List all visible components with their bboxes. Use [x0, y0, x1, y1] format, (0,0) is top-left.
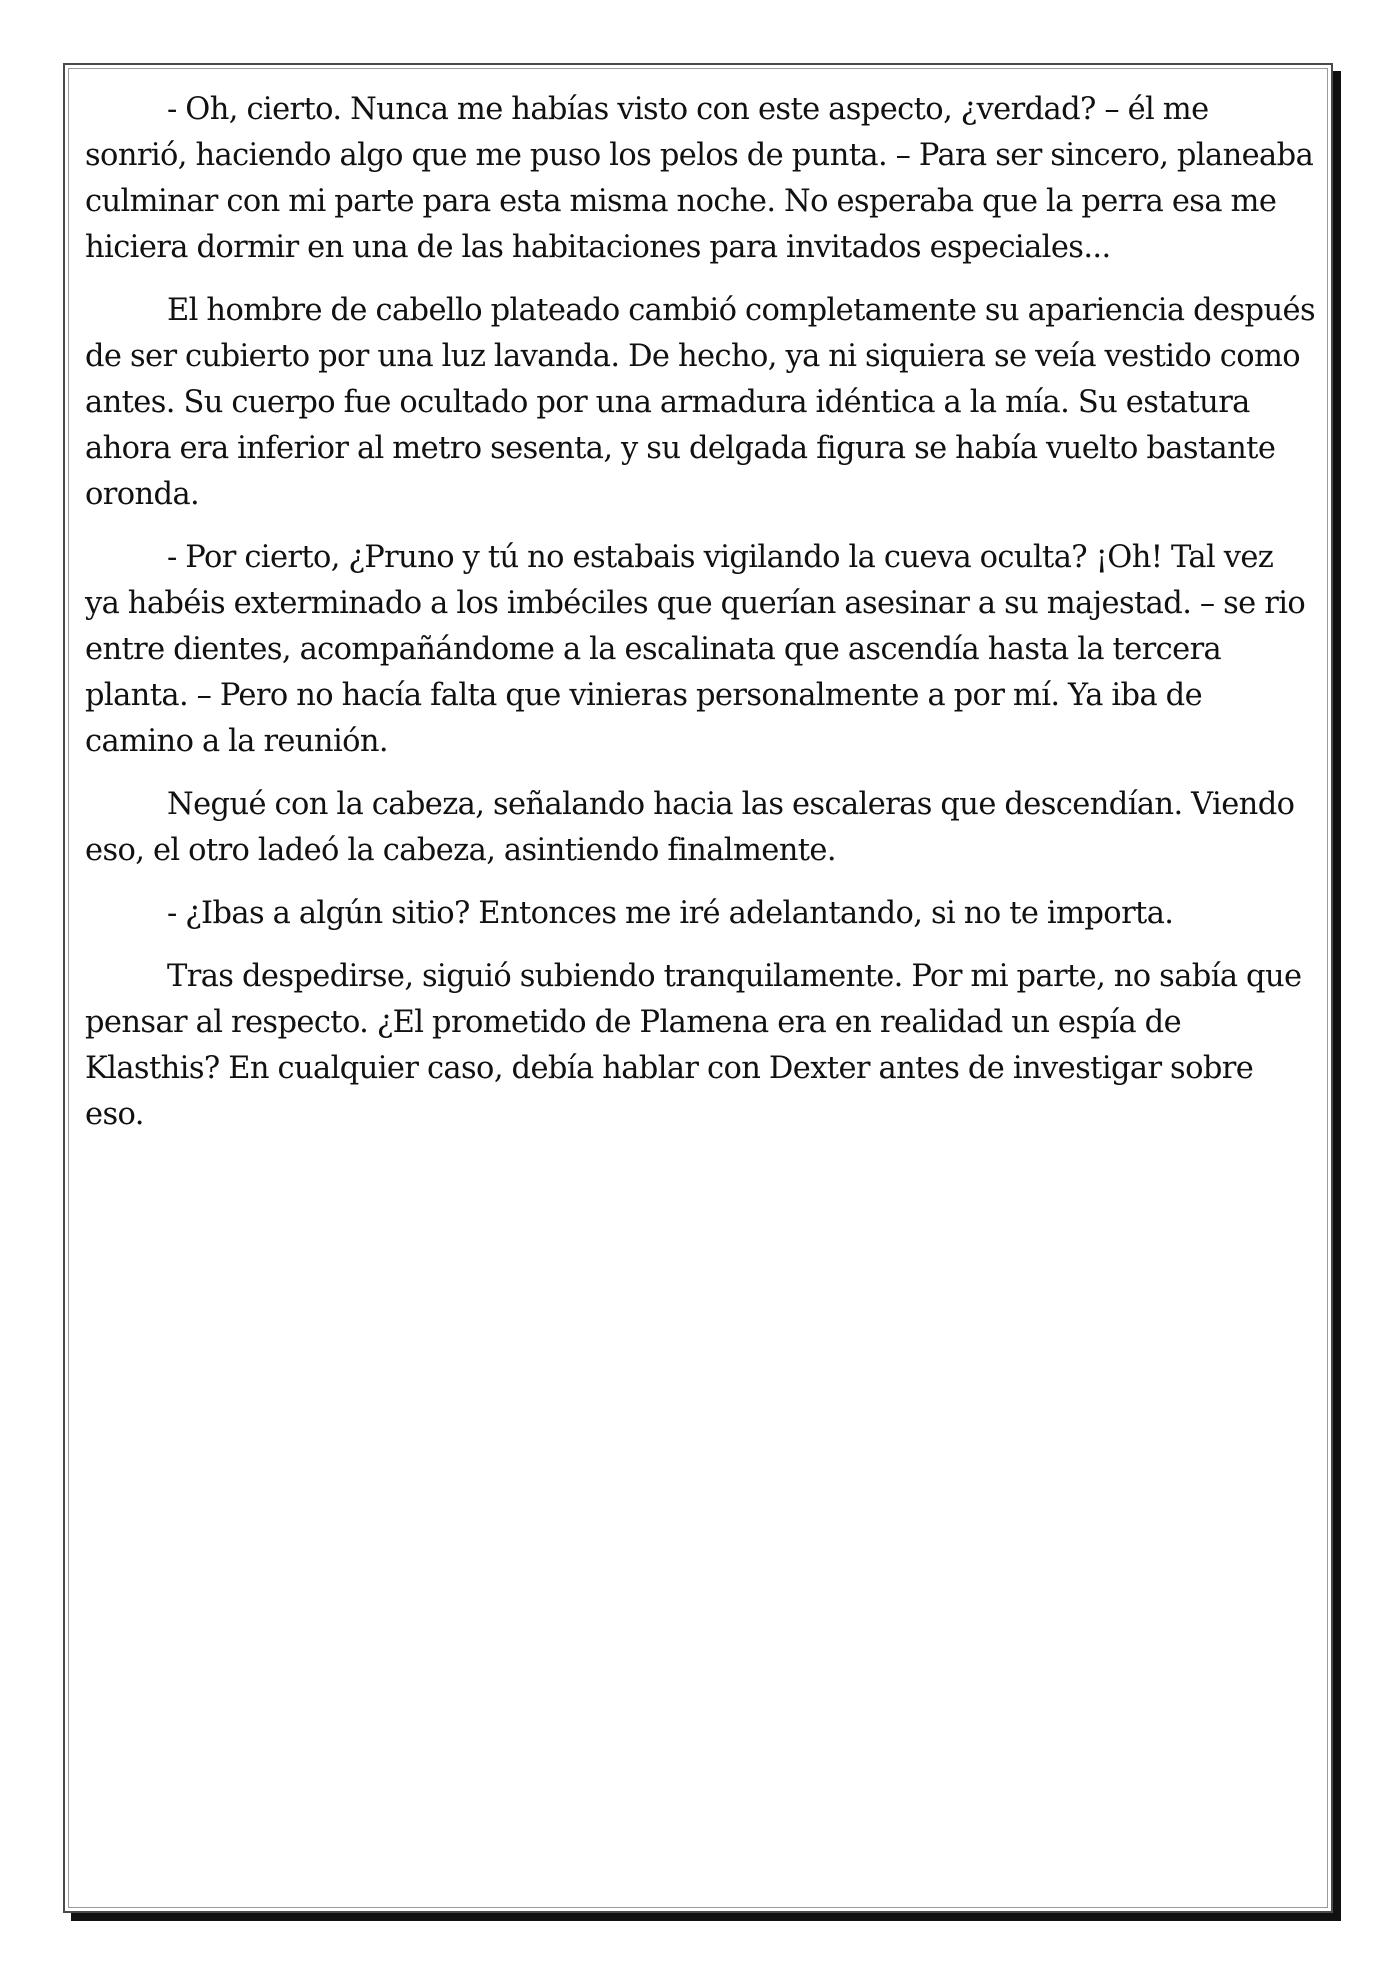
paragraph-6: Tras despedirse, siguió subiendo tranquilamente. Por mi parte, no sabía que pensar al respecto. ¿El prometido de Plamena era en realidad un espía de Klasthis? En cualquier caso, debía hablar con Dexter antes de investigar sobre eso. — [85, 959, 1302, 1132]
paragraph-5: - ¿Ibas a algún sitio? Entonces me iré adelantando, si no te importa. — [167, 896, 1174, 931]
text-body — [85, 87, 1315, 1155]
paragraph-2: El hombre de cabello plateado cambió completamente su apariencia después de ser cubierto por una luz lavanda. De hecho, ya ni siquiera se veía vestido como antes. Su cuerpo fue ocultado por una armadura idéntica a la mía. Su estatura ahora era inferior al metro sesenta, y su delgada figura se había vuelto bastante oronda. — [85, 293, 1315, 512]
page-frame — [63, 63, 1333, 1913]
paragraph-1: - Oh, cierto. Nunca me habías visto con este aspecto, ¿verdad? – él me sonrió, haciendo algo que me puso los pelos de punta. – Para ser sincero, planeaba culminar con mi parte para esta misma noche. No esperaba que la perra esa me hiciera dormir en una de las habitaciones para invitados especiales... — [85, 92, 1314, 265]
paragraph-4: Negué con la cabeza, señalando hacia las escaleras que descendían. Viendo eso, el otro ladeó la cabeza, asintiendo finalmente. — [85, 787, 1295, 868]
paragraph-3: - Por cierto, ¿Pruno y tú no estabais vigilando la cueva oculta? ¡Oh! Tal vez ya habéis exterminado a los imbéciles que querían asesinar a su majestad. – se rio entre dientes, acompañándome a la escalinata que ascendía hasta la tercera planta. – Pero no hacía falta que vinieras personalmente a por mí. Ya iba de camino a la reunión. — [85, 540, 1306, 759]
